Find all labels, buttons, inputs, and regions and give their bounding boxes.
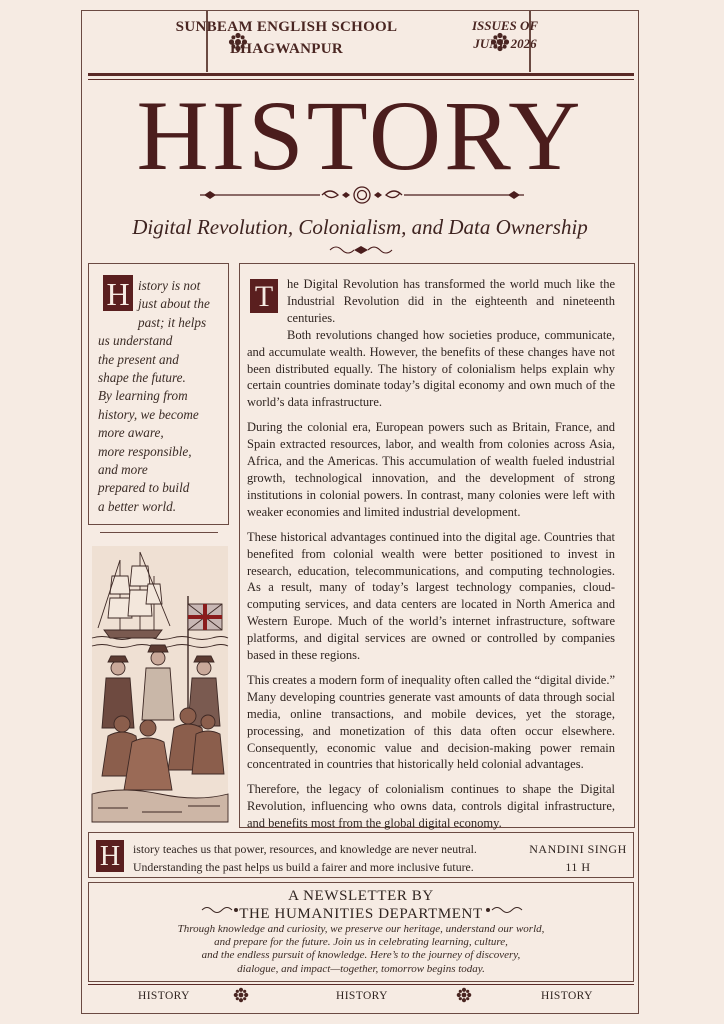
newsletter-title-line2: THE HUMANITIES DEPARTMENT <box>239 906 483 922</box>
header-rule <box>88 73 634 76</box>
page-title: HISTORY <box>136 80 584 191</box>
scroll-ornament-icon <box>484 905 524 915</box>
sidebar-line: shape the future. <box>98 370 186 386</box>
sidebar-line: By learning from <box>98 388 188 404</box>
article-paragraph-rest: Both revolutions changed how societies produce, communicate, and accumulate wealth. However, the benefits of these changes have not been distributed equally. The history of colonialism helps explain why certain countries dominate today’s digital economy and own much of the world’s data infrastructure. <box>247 327 615 410</box>
school-name-line1: SUNBEAM ENGLISH SCHOOL <box>175 19 398 35</box>
sidebar-line: a better world. <box>98 498 177 514</box>
scroll-ornament-icon <box>200 905 240 915</box>
newsletter-title-line1: A NEWSLETTER BY <box>288 888 434 904</box>
sidebar-divider <box>100 532 218 533</box>
newsletter-line: Through knowledge and curiosity, we preserve our heritage, understand our world, <box>177 923 545 935</box>
school-name-line2: BHAGWANPUR <box>229 41 343 57</box>
sidebar-line: more responsible, <box>98 443 192 459</box>
newsletter-line: dialogue, and impact—together, tomorrow begins today. <box>237 962 485 975</box>
author-credit <box>528 840 628 876</box>
quote-line1: istory teaches us that power, resources, and knowledge are never neutral. <box>133 842 477 856</box>
author-class: 11 H <box>565 860 591 874</box>
school-name <box>145 16 428 60</box>
article-paragraph: These historical advantages continued into the digital age. Countries that benefited from colonial wealth were better positioned to invest in research, education, telecommunications, and computing technologies. As a result, many of today’s largest technology companies, cloud-computing services, and data centers are located in North America and Western Europe. Much of the world’s internet infrastructure, software platforms, and digital services are owned or controlled by companies based in these regions. <box>247 529 615 663</box>
issues-line1: ISSUES OF <box>471 18 539 33</box>
sidebar-line: history, we become <box>98 406 199 422</box>
flower-ornament-icon <box>233 987 249 1003</box>
quote-line2: Understanding the past helps us build a fairer and more inclusive future. <box>133 860 474 874</box>
newsletter-line: and the endless pursuit of knowledge. Here’s to the journey of discovery, <box>201 949 521 962</box>
sidebar-line: past; it helps <box>138 314 207 330</box>
article-paragraph <box>247 276 615 411</box>
sidebar-line: the present and <box>98 351 179 367</box>
footer-rule <box>88 984 634 985</box>
issue-date <box>452 17 558 53</box>
issues-line2: JUNE 2026 <box>473 36 537 51</box>
article-paragraph: Therefore, the legacy of colonialism continues to shape the Digital Revolution, influencing who owns data, controls digital infrastructure, and benefits most from the global digital economy. <box>247 782 615 831</box>
article-dropcap: T <box>250 279 278 313</box>
footer-label-right: HISTORY <box>541 990 593 1002</box>
footer-label-left: HISTORY <box>138 990 190 1002</box>
sidebar-line: more aware, <box>98 425 164 441</box>
sidebar-line: just about the <box>138 296 210 312</box>
sidebar-dropcap: H <box>103 275 133 311</box>
article-paragraph: During the colonial era, European powers such as Britain, France, and Spain extracted resources, labor, and wealth from colonies across Asia, Africa, and the Americas. This accumulation of wealth fueled industrial growth, technological innovation, and the development of strong institutions in colonial powers. In contrast, many colonies were left with weaker economies and limited industrial development. <box>247 420 615 519</box>
title-ornament-icon <box>200 183 524 207</box>
newsletter-body <box>150 923 572 976</box>
quote-dropcap: H <box>96 840 124 872</box>
flower-ornament-icon <box>456 987 472 1003</box>
author-name: NANDINI SINGH <box>529 842 627 856</box>
article-lead: he Digital Revolution has transformed the world much like the Industrial Revolution did in the eighteenth and nineteenth centuries. <box>287 277 615 325</box>
newsletter-line: and prepare for the future. Join us in celebrating learning, culture, <box>214 936 508 949</box>
sidebar-line: istory is not <box>138 278 201 293</box>
sidebar-text <box>98 277 223 516</box>
page-subtitle: Digital Revolution, Colonialism, and Data Ownership <box>132 215 588 239</box>
sidebar-line: us understand <box>98 333 173 349</box>
quote-text <box>133 840 513 876</box>
subtitle-ornament-icon <box>328 243 394 257</box>
colonial-ships-illustration-icon <box>92 546 228 822</box>
article-paragraph: This creates a modern form of inequality often called the “digital divide.” Many developing countries generate vast amounts of data through social media, online transactions, and mobile devices, yet the storage, processing, and monetization of this data often occur elsewhere. Consequently, economic value and decision-making power remain concentrated in countries that historically held colonial advantages. <box>247 672 615 772</box>
sidebar-line: and more <box>98 462 148 478</box>
newsletter-title <box>88 887 634 923</box>
article-body <box>247 276 615 840</box>
sidebar-line: prepared to build <box>98 480 190 496</box>
footer-label-center: HISTORY <box>336 990 388 1002</box>
